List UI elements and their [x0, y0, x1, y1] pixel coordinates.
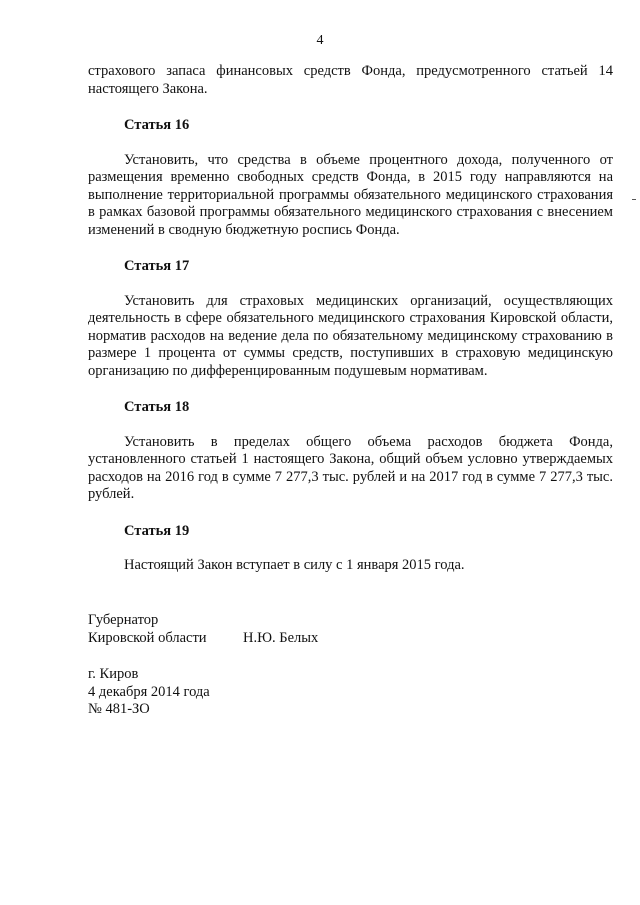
- signing-date: 4 декабря 2014 года: [88, 683, 210, 700]
- article-19-heading: Статья 19: [124, 522, 190, 539]
- article-18-heading: Статья 18: [124, 399, 190, 415]
- document-body: [88, 63, 613, 575]
- law-number: № 481-ЗО: [88, 701, 150, 717]
- article-17-text: Установить для страховых медицинских организаций, осуществляющих деятельность в сфере обязательного медицинского страхования Кировской области, норматив расходов на ведение дела по обязательному медицинскому страхованию в размере 1 процента от суммы средств, поступивших в страховую медицинскую организацию по дифференцированным подушевым нормативам.: [88, 292, 613, 379]
- signatory-title-line2: Кировской области: [88, 629, 207, 646]
- article-16-text: Установить, что средства в объеме процентного дохода, полученного от размещения временно свободных средств Фонда, в 2015 году направляются на выполнение территориальной программы обязательного медицинского страхования в рамках базовой программы обязательного медицинского страхования с внесением изменений в сводную бюджетную роспись Фонда.: [88, 151, 613, 238]
- place-date-block: [88, 666, 210, 719]
- signatory-name: Н.Ю. Белых: [243, 629, 319, 646]
- article-17-heading: Статья 17: [124, 258, 190, 274]
- page-number: 4: [316, 33, 324, 48]
- margin-mark: [632, 199, 636, 200]
- signature-block: [88, 612, 318, 647]
- signatory-title-line1: Губернатор: [88, 612, 159, 628]
- article-18-text: Установить в пределах общего объема расходов бюджета Фонда, установленного статьей 1 настоящего Закона, общий объем условно утверждаемых расходов на 2016 год в сумме 7 277,3 тыс. рублей и на 2017 год в сумме 7 277,3 тыс. рублей.: [88, 433, 613, 502]
- article-16-heading: Статья 16: [124, 117, 190, 133]
- intro-paragraph: страхового запаса финансовых средств Фонда, предусмотренного статьей 14 настоящего Закона.: [88, 63, 613, 97]
- city: г. Киров: [88, 666, 139, 682]
- article-19-text: Настоящий Закон вступает в силу с 1 января 2015 года.: [124, 557, 465, 573]
